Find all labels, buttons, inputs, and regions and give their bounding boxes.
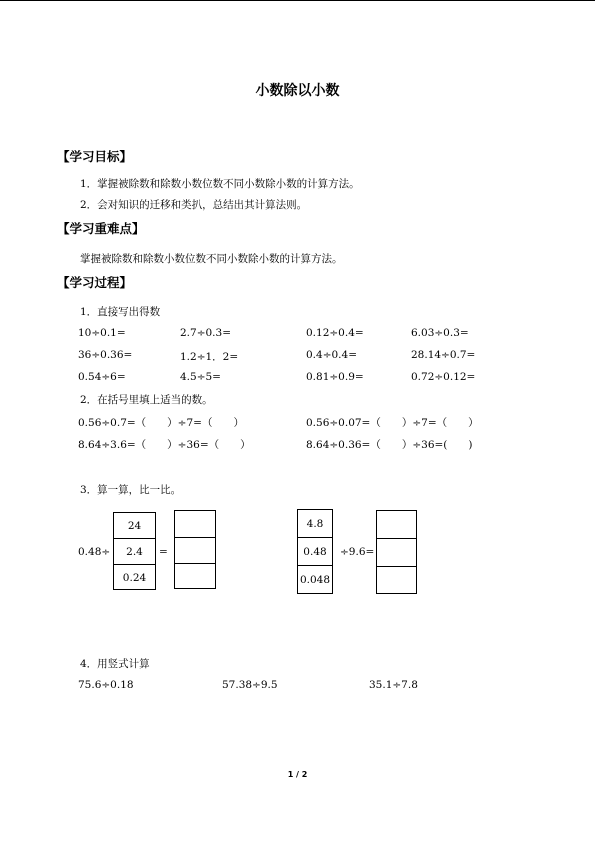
- q1-label: 1．直接写出得数: [80, 306, 161, 318]
- q2-item: 0.56÷0.07=（ ）÷7=（ ）: [306, 417, 479, 429]
- key-heading: 【学习重难点】: [57, 221, 145, 236]
- q4-item: 35.1÷7.8: [369, 679, 418, 691]
- q3-left-equals: =: [159, 546, 168, 558]
- left-divisor-cell: 2.4: [114, 539, 155, 565]
- q4-item: 75.6÷0.18: [78, 679, 134, 691]
- q3-left-prefix: 0.48÷: [78, 546, 111, 558]
- goal-item: 1．掌握被除数和除数小数位数不同小数除小数的计算方法。: [80, 178, 360, 190]
- right-dividend-cell: 0.048: [299, 574, 331, 586]
- left-divisor-box: [113, 512, 156, 590]
- top-rule: [0, 0, 595, 1]
- answer-cell[interactable]: [377, 539, 416, 567]
- q2-item: 8.64÷0.36=（ ）÷36=( ): [306, 439, 473, 451]
- key-text: 掌握被除数和除数小数位数不同小数除小数的计算方法。: [80, 253, 343, 265]
- right-dividend-cell: 0.48: [298, 538, 332, 566]
- q1-cell: 10÷0.1=: [78, 327, 126, 339]
- right-answer-box[interactable]: [376, 510, 417, 594]
- answer-cell[interactable]: [175, 538, 215, 564]
- page-title: 小数除以小数: [255, 83, 340, 99]
- q1-cell: 0.4÷0.4=: [306, 349, 357, 361]
- q3-label: 3．算一算，比一比。: [80, 484, 182, 496]
- q2-item: 0.56÷0.7=（ ）÷7=（ ）: [78, 417, 244, 429]
- page-number: 1 / 2: [287, 770, 308, 779]
- q2-item: 8.64÷3.6=（ ）÷36=（ ）: [78, 439, 251, 451]
- q3-right-suffix: ÷9.6=: [340, 546, 375, 558]
- answer-cell[interactable]: [377, 567, 416, 594]
- goals-heading: 【学习目标】: [57, 149, 133, 164]
- q1-cell: 0.81÷0.9=: [306, 371, 364, 383]
- answer-cell[interactable]: [175, 511, 215, 538]
- q4-item: 57.38÷9.5: [222, 679, 278, 691]
- q2-label: 2．在括号里填上适当的数。: [80, 394, 213, 406]
- q1-cell: 4.5÷5=: [180, 371, 221, 383]
- q4-label: 4．用竖式计算: [80, 658, 150, 670]
- answer-cell[interactable]: [377, 511, 416, 539]
- q1-cell: 1.2÷1．2=: [180, 351, 239, 363]
- q1-cell: 36÷0.36=: [78, 349, 133, 361]
- left-divisor-cell: 24: [114, 513, 155, 539]
- left-divisor-cell: 0.24: [122, 571, 147, 584]
- q1-cell: 0.12÷0.4=: [306, 327, 364, 339]
- right-dividend-cell: 4.8: [298, 510, 332, 538]
- q1-cell: 28.14÷0.7=: [411, 349, 476, 361]
- process-heading: 【学习过程】: [57, 275, 133, 290]
- q1-cell: 6.03÷0.3=: [411, 327, 469, 339]
- q1-cell: 2.7÷0.3=: [180, 327, 231, 339]
- right-dividend-box: [297, 509, 333, 594]
- left-answer-box[interactable]: [174, 510, 216, 589]
- q1-cell: 0.54÷6=: [78, 371, 126, 383]
- goal-item: 2．会对知识的迁移和类扒，总结出其计算法则。: [80, 199, 308, 211]
- answer-cell[interactable]: [175, 564, 215, 589]
- q1-cell: 0.72÷0.12=: [411, 371, 476, 383]
